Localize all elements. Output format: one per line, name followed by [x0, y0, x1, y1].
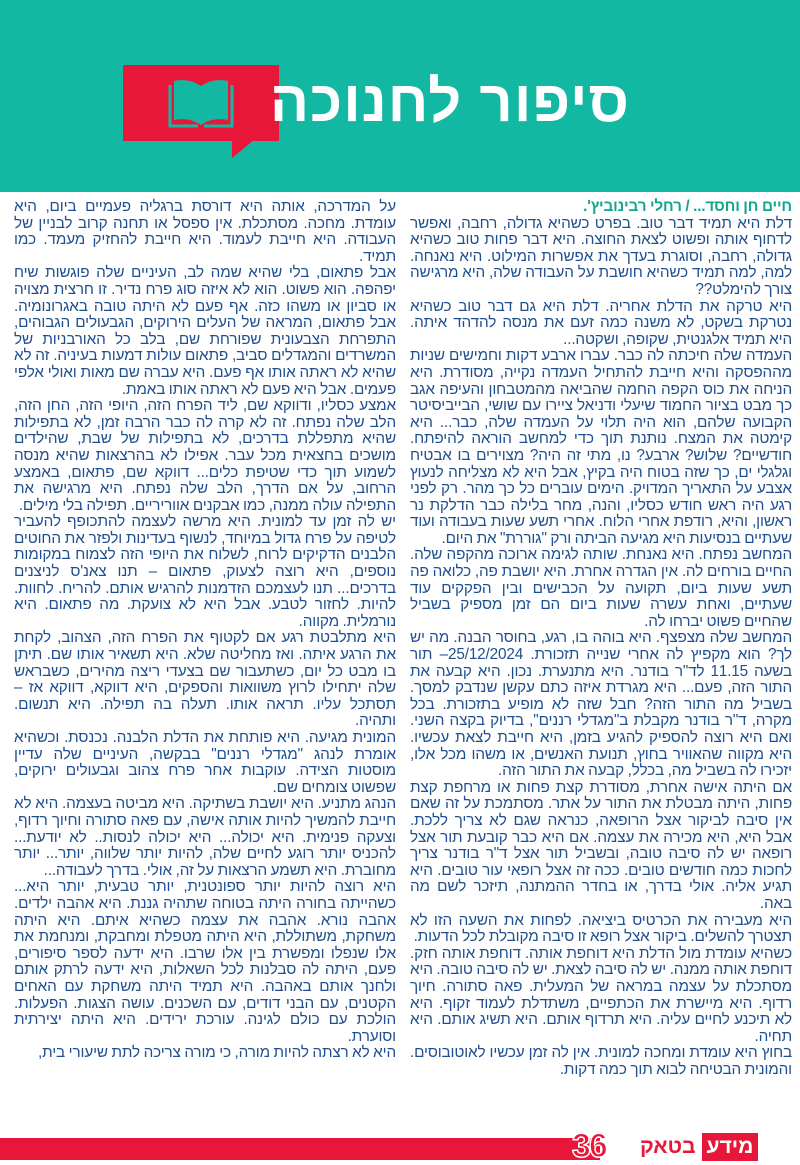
paragraph: על המדרכה, אותה היא דורסת ברגליה פעמיים ביום, היא עומדת. מחכה. מסתכלת. אין ספסל או תחנה קרוב לבניין של העבודה. היא חייבת לעמוד. היא חייבת להחזיק מעמד. כמו תמיד.: [14, 198, 396, 265]
paragraph: היא מעבירה את הכרטיס ביציאה. לפחות את השעה הזו לא תצטרך להשלים. ביקור אצל רופא זו סיבה מקובלת לכל הדעות.: [410, 911, 792, 946]
paragraph: אמצע כסליו, ודווקא שם, ליד הפרח הזה, היופי הזה, החן הזה, הלב שלה נפתח. זה לא קרה לה כבר הרבה זמן, לא בתפילות שהיא מתפללת בדרכים, לא בתפילות של שבת, שהילדים מושכים בחצאית מכל עבר. אפילו לא בהרצאות שהיא מנסה לשמוע תוך כדי שטיפת כלים... דווקא שם, פתאום, באמצע הרחוב, על אם הדרך, הלב שלה נפתח. היא מרגישה את התפילה עולה ממנה, כמו אבקנים אווריריים. תפילה בלי מילים.: [14, 397, 396, 514]
paragraph: המחשב נפתח. היא נאנחת. שותה לגימה ארוכה מהקפה שלה. החיים בורחים לה. אין הגדרה אחרת. היא יושבת פה, כלואה פה תשע שעות ביום, תקועה על הכבישים ובין הפקקים עוד שעתיים, ואחת עשרה שעות ביום הם זמן מספיק בשביל שהחיים פשוט יברחו לה.: [410, 546, 792, 630]
page-number: 36: [572, 1127, 606, 1165]
speech-bubble-tail: [232, 140, 254, 158]
paragraph: אבל פתאום, בלי שהיא שמה לב, העיניים שלה פוגשות שיח יפהפה. הוא פשוט. הוא לא איזה סוג פרח נדיר. זו חרצית מצויה או סביון או משהו כזה. אף פעם לא היתה טובה באגרונומיה. אבל פתאום, המראה של העלים הירוקים, הגבעולים הגבוהים, התפרחת הצבעונית שפורחת שם, בלב כל האורבניות של המשרדים והמגדלים סביב, פתאום עולות דמעות בעיניה. זה לא שהיא לא ראתה אותו אף פעם. היא עברה שם מאות ואולי אלפי פעמים. אבל היא פעם לא ראתה אותו באמת.: [14, 264, 396, 398]
paragraph: העמדה שלה חיכתה לה כבר. עברו ארבע דקות וחמישים שניות מההפסקה והיא חייבת להתחיל העמדה נקייה, מסודרת. היא הניחה את כוס הקפה החמה שהביאה מהמטבחון והעיפה אגב כך מבט בציור החמוד שיעלי ודניאל ציירו עם שושי, הבייביסיטר הקבועה שלהם, הוא היה תלוי על העמדה שלה, כבר... היא קימטה את המצח. נותנת תוך כדי למחשב הוראה להיפתח. חודשיים? שלוש? ארבע? נו, מתי זה היה? מצוירים בו אבטיח וגלגלי ים, כך שזה בטוח היה בקיץ, אבל היא לא מצליחה לנעוץ אצבע על התאריך המדויק. הימים עוברים כל כך מהר. רק לפני רגע היה ראש חודש כסליו, והנה, מחר בלילה כבר הדלקת נר ראשון, והיא, רודפת אחרי הלוח. אחרי תשע שעות בעבודה ועוד שעתיים בנסיעות היא מגיעה הביתה ורק "גוררת" את היום.: [410, 347, 792, 547]
paragraph: היא לא רצתה להיות מורה, כי מורה צריכה לתת שיעורי בית,: [38, 1044, 396, 1062]
page-title: סיפור לחנוכה: [269, 69, 630, 134]
open-book-icon: [168, 76, 234, 130]
paragraph: יש לה זמן עד למונית. היא מרשה לעצמה להתכופף להעביר לטיפה על פרח גדול במיוחד, לנשוף בעדינות ולפזר את החוטים הלבנים הדקיקים לרוח, לשלוח את היופי הזה לצמוח במקומות נוספים, היא רוצה לצעוק, פתאום – תנו צאנ'ס לניצנים בדרכים... תנו לעצמכם הזדמנות להרגיש אותם. להריח. לחוות. להיות. לחזור לטבע. אבל היא לא צועקת. מה פתאום. היא נורמלית. מקווה.: [14, 513, 396, 630]
magazine-logo: [634, 1133, 758, 1161]
paragraph: המחשב שלה מצפצף. היא בוהה בו, רגע, בחוסר הבנה. מה יש לך? הוא מקפיץ לה אחרי שנייה תזכורת. 25/12/2024– תור בשעה 11.15 לד"ר בודנר. היא מתנערת. נכון. היא קבעה את התור הזה, פעם... היא מגרדת איזה כתם עקשן שנדבק למסך. בשביל מה התור הזה? חבל שזה לא מופיע בתזכורת. בכל מקרה, ד"ר בודנר מקבלת ב"מגדלי רננים", בדיוק בקצה השני. ואם היא רוצה להספיק להגיע בזמן, היא חייבת לצאת עכשיו. היא מקווה שהאוויר בחוץ, תנועת האנשים, או משהו מכל אלו, יזכירו לה בשביל מה, בכלל, קבעה את התור הזה.: [410, 629, 793, 780]
paragraph: כשהיא עומדת מול הדלת היא דוחפת אותה. דוחפת אותה חזק. דוחפת אותה ממנה. יש לה סיבה לצאת. יש לה סיבה טובה. היא מסתכלת על עצמה במראה של המעלית. פאה סתורה. חיוך רדוף. היא מיישרת את הכתפיים, משתדלת לעמוד זקוף. היא לא תיכנע לחיים עליה. היא תרדוף אותם. היא תשיג אותם. היא תחיה.: [410, 944, 792, 1045]
article-column-right: [410, 199, 792, 1078]
paragraph: אם היתה אישה אחרת, מסודרת קצת פחות או מרחפת קצת פחות, היתה מבטלת את התור על אתר. מסתמכת על זה שאם אין סיבה לביקור אצל הרופאה, כנראה שגם לא צריך ללכת. אבל היא, היא מכירה את עצמה. אם היא כבר קובעת תור אצל רופאה יש לה סיבה טובה, ובשביל תור אצל ד"ר בודנר צריך לחכות כמה חודשים טובים. ככה זה אצל רופאי עור טובים. היא תגיע אליה. אולי בדרך, או בחדר ההמתנה, תיזכר לשם מה באה.: [410, 778, 792, 912]
paragraph: דלת היא תמיד דבר טוב. בפרט כשהיא גדולה, רחבה, ואפשר לדחוף אותה ופשוט לצאת החוצה. היא דבר פחות טוב כשהיא גדולה, רחבה, וסוגרת בעדך את אפשרות המילוט. היא נאנחה. למה, למה תמיד כשהיא חושבת על העבודה שלה, היא מרגישה צורך להימלט??: [410, 214, 792, 298]
paragraph: היא מתלבטת רגע אם לקטוף את הפרח הזה, הצהוב, לקחת את הרגע איתה. ואז מחליטה שלא. היא תשאיר אותו שם. תיתן בו מבט כל יום, כשתעבור שם בצעדי ריצה מהירים, כשבראש שלה יתחילו לרוץ משוואות והספקים, היא דווקא, דווקא אז – תסתכל עליו. תראה אותו. תעלה בה תפילה. היא תנשום. ותהיה.: [14, 629, 396, 730]
paragraph: היא טרקה את הדלת אחריה. דלת היא גם דבר טוב כשהיא נטרקת בשקט, לא משנה כמה זעם את מנסה להדהד איתה. היא תמיד אלגנטית, שקופה, ושקטה...: [410, 297, 792, 348]
header-band: [0, 0, 800, 192]
footer-bar: [0, 1138, 600, 1160]
article-byline: חיים חן וחסד... / רחלי רבינוביץ'.: [583, 198, 792, 215]
paragraph: בחוץ היא עומדת ומחכה למונית. אין לה זמן עכשיו לאוטובוסים. והמונית הבטיחה לבוא תוך כמה דקות.: [410, 1044, 792, 1078]
paragraph: היא רוצה להיות יותר ספונטנית, יותר טבעית, יותר היא... כשהייתה בחורה היתה בטוחה שתהיה גננת. היא אהבה ילדים. אהבה נורא. אהבה את עצמה כשהיא איתם. היא היתה משחקת, משתוללת, היא היתה מטפלת ומחבקת, ומנחמת את אלו שנפלו ומפשרת בין אלו שרבו. היא ידעה לספר סיפורים, פעם, היתה לה סבלנות לכל השאלות, היא ידעה לרתק אותם ולחנך אותם באהבה. היא תמיד היתה משחקת עם האחים הקטנים, עם הבני דודים, עם השכנים. עושה הצגות. הפעלות. הולכת עם כולם לגינה. עורכת ירידים. היא היתה יצירתית וסוערת.: [14, 878, 396, 1045]
logo-box-text: מידע: [702, 1133, 759, 1161]
paragraph: המונית מגיעה. היא פותחת את הדלת הלבנה. נכנסת. וכשהיא אומרת לנהג "מגדלי רננים" בבקשה, העיניים שלה עדיין מוסטות הצידה. עוקבות אחר פרח צהוב וגבעולים ירוקים, שפשוט צומחים שם.: [14, 729, 396, 796]
paragraph: הנהג מתניע. היא יושבת בשתיקה. היא מביטה בעצמה. היא לא חייבת להמשיך להיות אותה אישה, עם פאה סתורה וחיוך רדוף, וצעקה פנימית. היא יכולה... היא יכולה לנסות.. לא יודעת... להכניס יותר רוגע לחיים שלה, להיות יותר שלווה, יותר... יותר מחוברת. היא תשמע הרצאות על זה, אולי. בדרך לעבודה...: [14, 795, 396, 879]
logo-text: בטאק: [640, 1135, 696, 1158]
article-column-left: [14, 199, 396, 1062]
